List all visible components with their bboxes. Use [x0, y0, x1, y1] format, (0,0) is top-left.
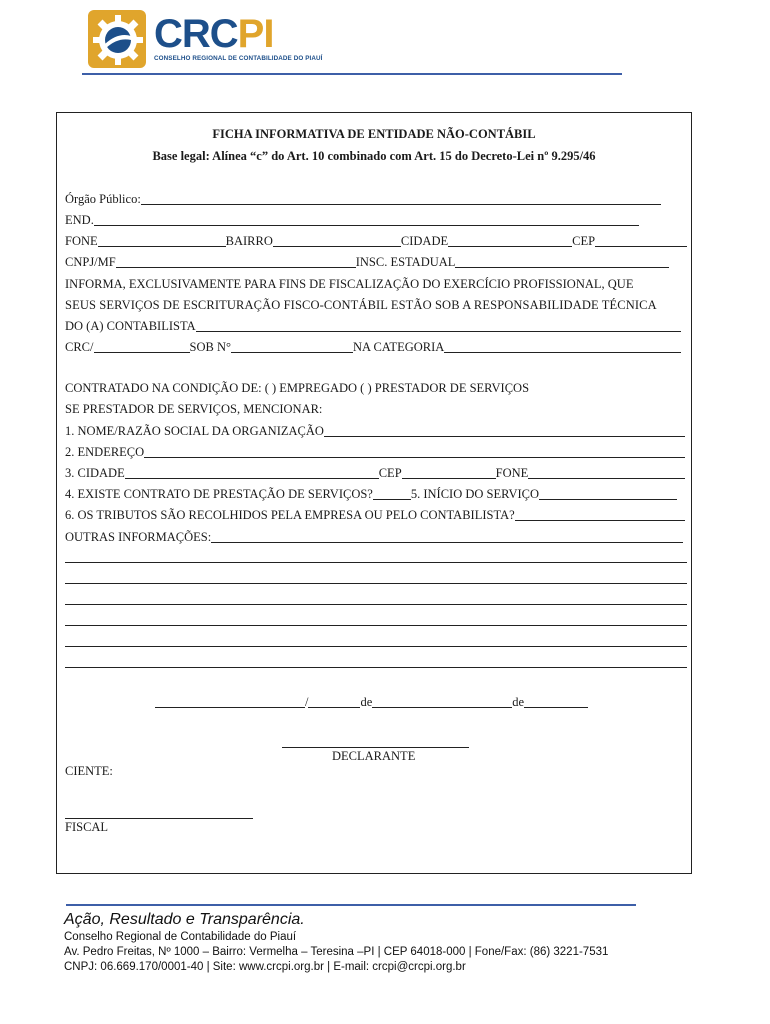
footer-divider — [66, 904, 636, 906]
footer-contact: CNPJ: 06.669.170/0001-40 | Site: www.crcpi.org.br | E-mail: crcpi@crcpi.org.br — [64, 961, 466, 973]
ciente-label: CIENTE: — [65, 764, 113, 778]
blank-line[interactable] — [65, 566, 687, 586]
cnpj-insc-row[interactable]: CNPJ/MF INSC. ESTADUAL — [65, 250, 669, 270]
item-6-tributos-field[interactable]: 6. OS TRIBUTOS SÃO RECOLHIDOS PELA EMPRESA OU PELO CONTABILISTA? — [65, 503, 685, 523]
se-prestador-line: SE PRESTADOR DE SERVIÇOS, MENCIONAR: — [65, 402, 323, 416]
fiscal-signature-line[interactable] — [65, 818, 253, 819]
logo-wordmark: CRCPI — [154, 12, 274, 56]
crc-sob-categoria-row[interactable]: CRC/ SOB N° NA CATEGORIA — [65, 335, 681, 355]
date-field[interactable]: / de de — [155, 695, 588, 710]
blank-line[interactable] — [65, 545, 687, 565]
blank-line[interactable] — [65, 608, 687, 628]
blank-line[interactable] — [65, 587, 687, 607]
contabilista-field[interactable]: DO (A) CONTABILISTA — [65, 314, 681, 334]
informa-text-line1: INFORMA, EXCLUSIVAMENTE PARA FINS DE FISCALIZAÇÃO DO EXERCÍCIO PROFISSIONAL, QUE — [65, 277, 634, 291]
item-1-nome-field[interactable]: 1. NOME/RAZÃO SOCIAL DA ORGANIZAÇÃO — [65, 419, 685, 439]
blank-line[interactable] — [65, 650, 687, 670]
item-3-cidade-row[interactable]: 3. CIDADE CEP FONE — [65, 461, 685, 481]
blank-line[interactable] — [65, 629, 687, 649]
form-title: FICHA INFORMATIVA DE ENTIDADE NÃO-CONTÁBIL — [212, 127, 536, 141]
contratado-condicao-line[interactable]: CONTRATADO NA CONDIÇÃO DE: ( ) EMPREGADO ( ) PRESTADOR DE SERVIÇOS — [65, 381, 530, 395]
fiscal-label: FISCAL — [65, 820, 109, 834]
footer-address: Av. Pedro Freitas, Nº 1000 – Bairro: Vermelha – Teresina –PI | CEP 64018-000 | Fone/Fax: (86) 3221-7531 — [64, 946, 609, 958]
footer-org-name: Conselho Regional de Contabilidade do Piauí — [64, 931, 297, 943]
declarante-signature-line[interactable] — [282, 747, 469, 748]
footer-slogan: Ação, Resultado e Transparência. — [64, 911, 305, 928]
gear-globe-icon — [88, 10, 146, 68]
informa-text-line2: SEUS SERVIÇOS DE ESCRITURAÇÃO FISCO-CONTÁBIL ESTÃO SOB A RESPONSABILIDADE TÉCNICA — [65, 298, 657, 312]
fone-bairro-cidade-cep-row[interactable]: FONE BAIRRO CIDADE CEP — [65, 229, 687, 249]
header-divider — [82, 73, 622, 75]
logo-subtitle: CONSELHO REGIONAL DE CONTABILIDADE DO PIAUÍ — [154, 55, 323, 62]
item-2-endereco-field[interactable]: 2. ENDEREÇO — [65, 440, 685, 460]
form-subtitle: Base legal: Alínea “c” do Art. 10 combinado com Art. 15 do Decreto-Lei nº 9.295/46 — [152, 149, 596, 163]
declarante-label: DECLARANTE — [332, 749, 416, 763]
form-frame — [56, 112, 692, 874]
endereco-field[interactable]: END. — [65, 208, 639, 228]
orgao-publico-field[interactable]: Órgão Público: — [65, 187, 661, 207]
item-4-5-row[interactable]: 4. EXISTE CONTRATO DE PRESTAÇÃO DE SERVIÇOS? 5. INÍCIO DO SERVIÇO — [65, 482, 677, 502]
outras-informacoes-field[interactable]: OUTRAS INFORMAÇÕES: — [65, 525, 683, 545]
crcpi-logo — [88, 10, 323, 68]
